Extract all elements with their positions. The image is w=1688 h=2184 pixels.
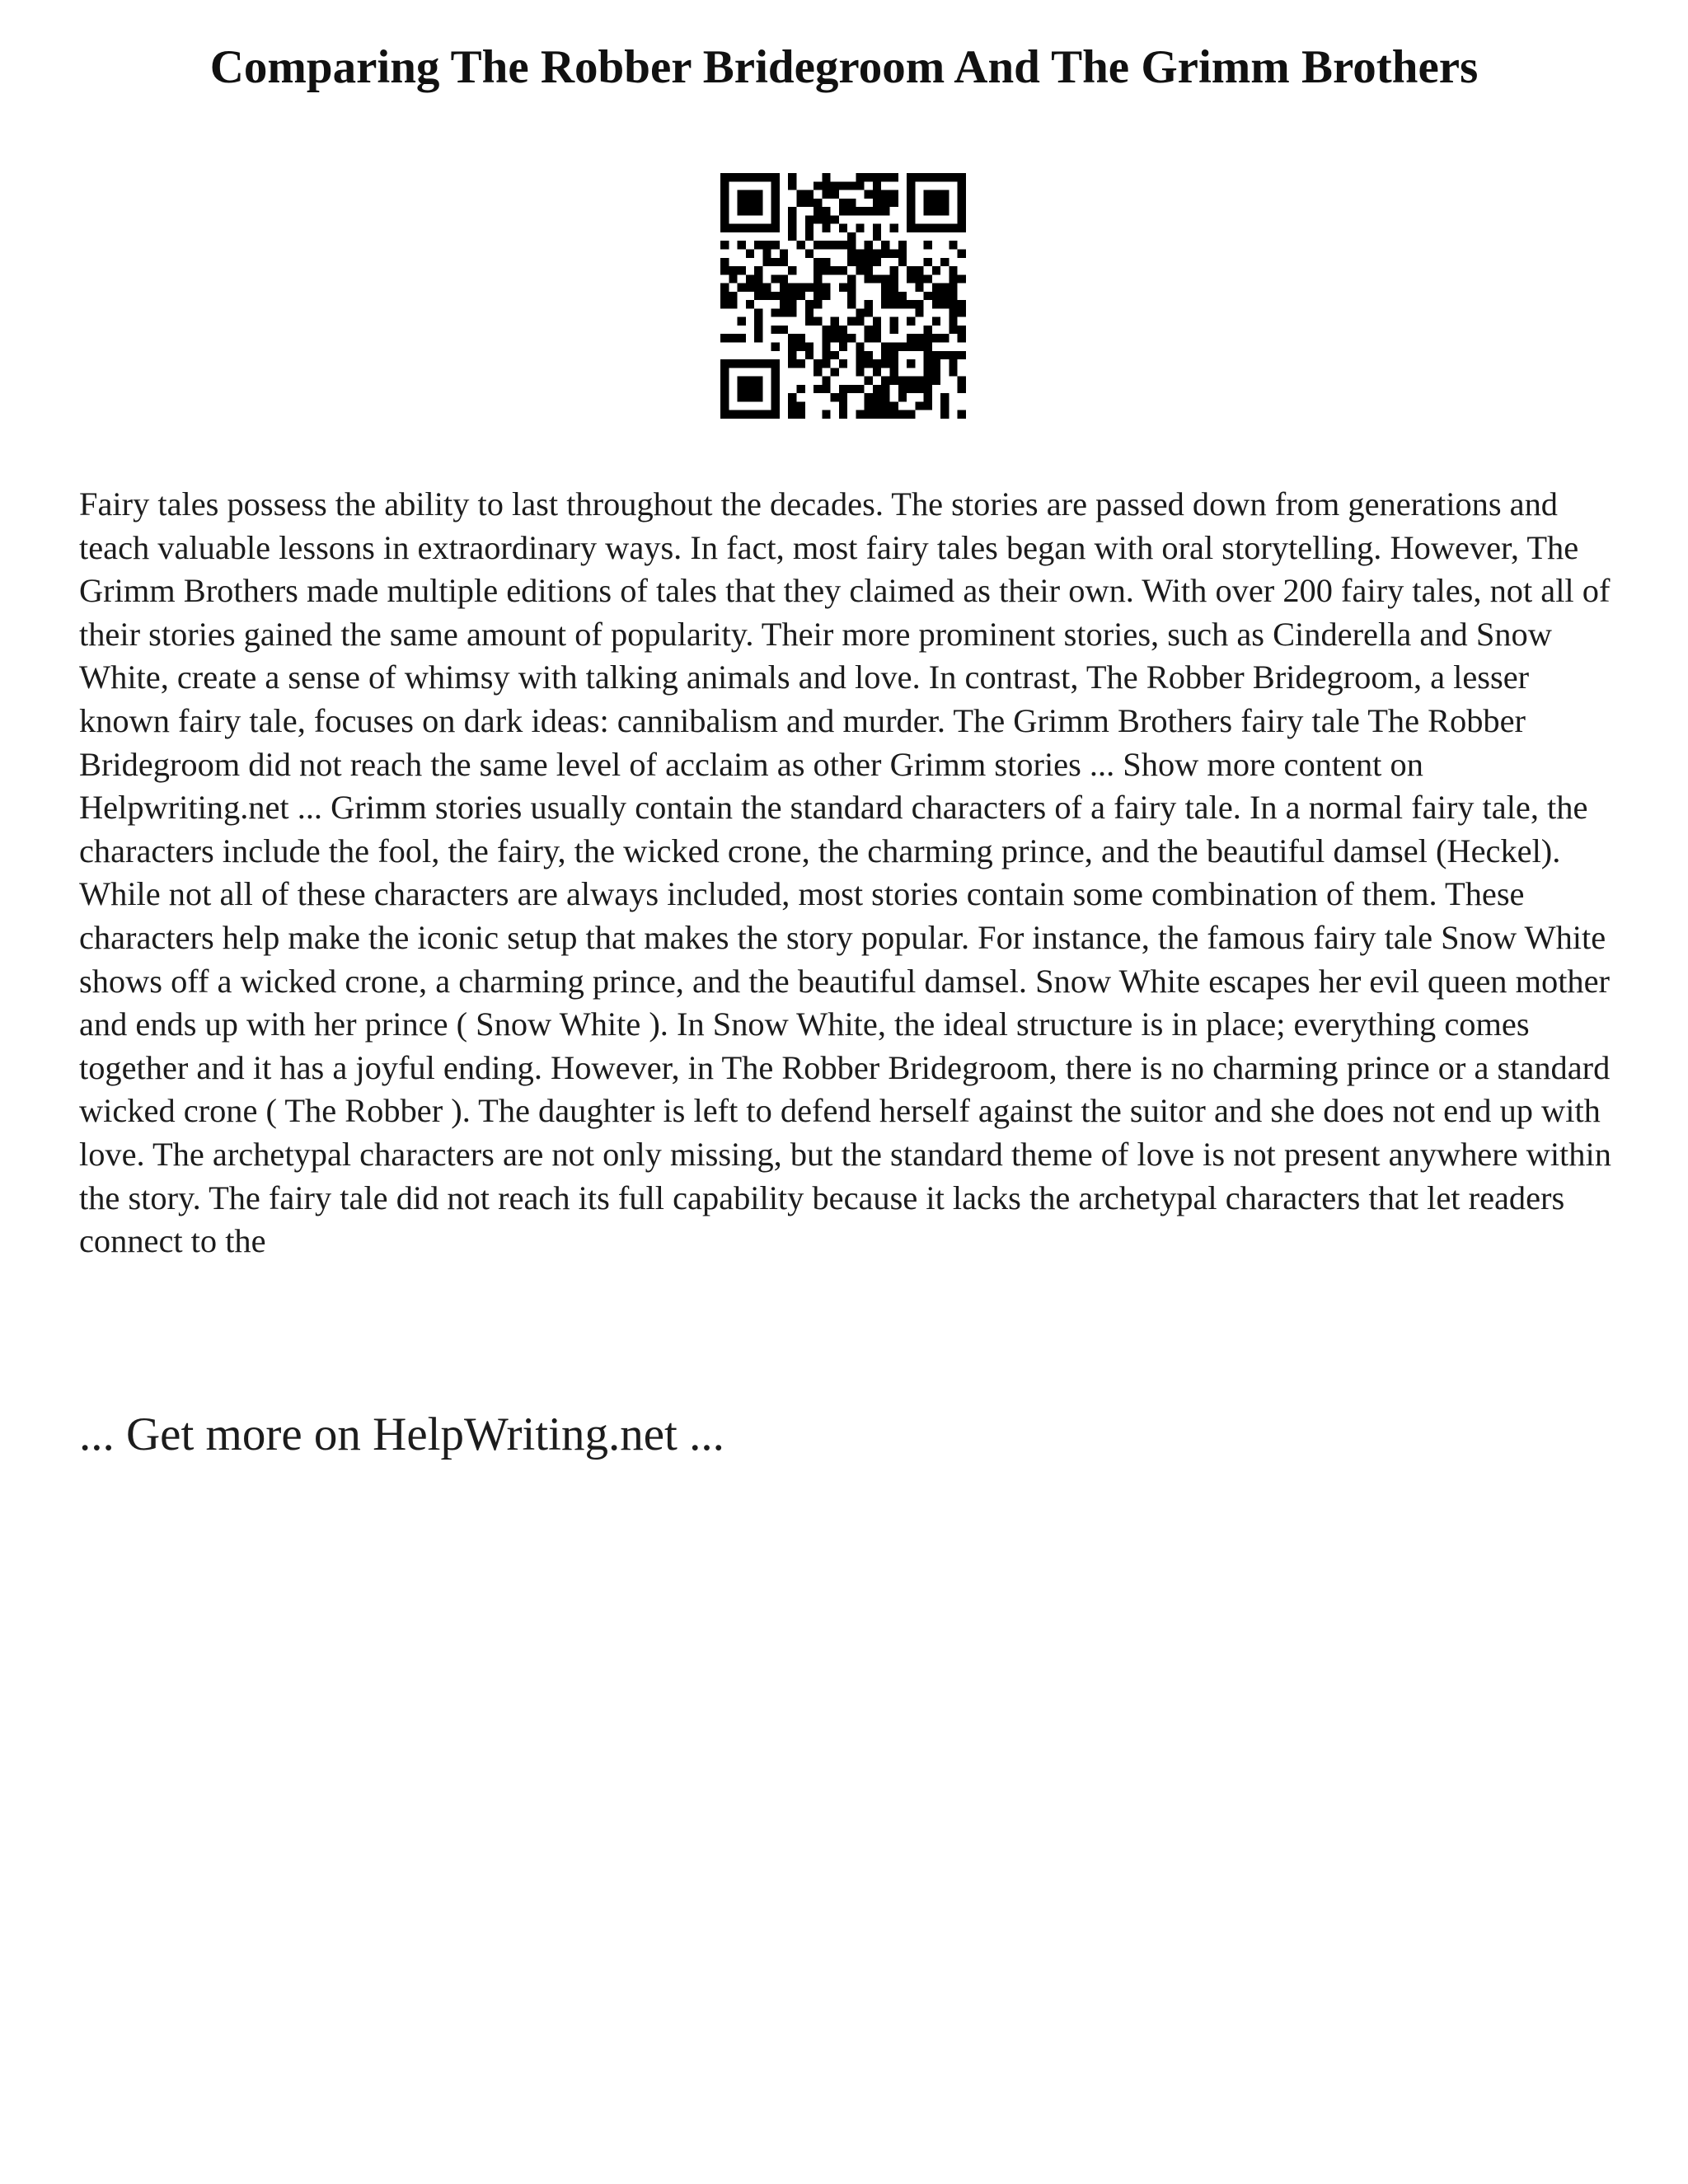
qr-code-icon[interactable] bbox=[720, 173, 966, 419]
qr-code-graphic bbox=[720, 173, 966, 419]
body-paragraph: Fairy tales possess the ability to last throughout the decades. The stories are passed down from generations and teach valuable lessons in extraordinary ways. In fact, most fairy tales began with oral storytelling. However, The Grimm Brothers made multiple editions of tales that they claimed as their own. With over 200 fairy tales, not all of their stories gained the same amount of popularity. Their more prominent stories, such as Cinderella and Snow White, create a sense of whimsy with talking animals and love. In contrast, The Robber Bridegroom, a lesser known fairy tale, focuses on dark ideas: cannibalism and murder. The Grimm Brothers fairy tale The Robber Bridegroom did not reach the same level of acclaim as other Grimm stories ... Show more content on Helpwriting.net ... Grimm stories usually contain the standard characters of a fairy tale. In a normal fairy tale, the characters include the fool, the fairy, the wicked crone, the charming prince, and the beautiful damsel (Heckel). While not all of these characters are always included, most stories contain some combination of them. These characters help make the iconic setup that makes the story popular. For instance, the famous fairy tale Snow White shows off a wicked crone, a charming prince, and the beautiful damsel. Snow White escapes her evil queen mother and ends up with her prince ( Snow White ). In Snow White, the ideal structure is in place; everything comes together and it has a joyful ending. However, in The Robber Bridegroom, there is no charming prince or a standard wicked crone ( The Robber ). The daughter is left to defend herself against the suitor and she does not end up with love. The archetypal characters are not only missing, but the standard theme of love is not present anywhere within the story. The fairy tale did not reach its full capability because it lacks the archetypal characters that let readers connect to the bbox=[79, 485, 1611, 1260]
document-title: Comparing The Robber Bridegroom And The Grimm Brothers bbox=[209, 41, 1479, 93]
get-more-link[interactable]: ... Get more on HelpWriting.net ... bbox=[79, 1408, 724, 1460]
